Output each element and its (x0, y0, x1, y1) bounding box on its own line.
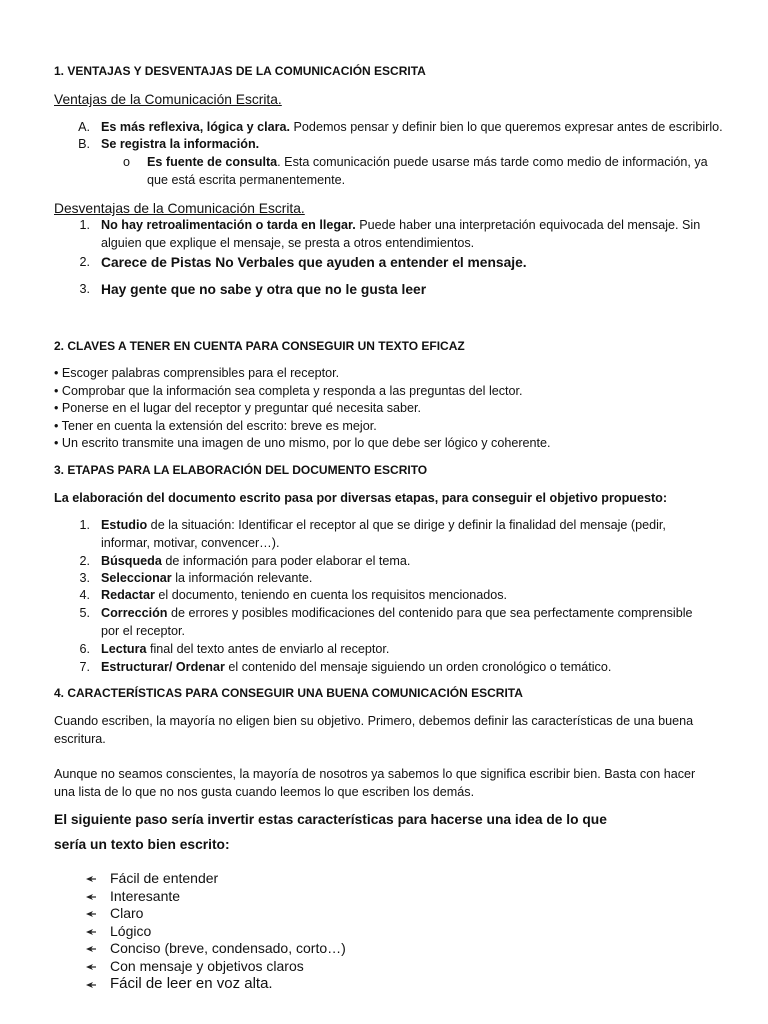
desventaja-item-2: Carece de Pistas No Verbales que ayuden a entender el mensaje. (101, 255, 527, 270)
step-item (101, 660, 611, 675)
step-marker: 1. (79, 518, 90, 532)
lead-line2: sería un texto bien escrito: (54, 837, 230, 852)
arrow-bullet-icon (85, 979, 97, 991)
step-bold: Estudio (101, 518, 148, 532)
step-item (101, 571, 312, 586)
desventaja-item-1-line2: alguien que explique el mensaje, se presta a otros entendimientos. (101, 236, 475, 250)
step-text: el documento, teniendo en cuenta los requisitos mencionados. (154, 588, 508, 602)
step-item (101, 606, 693, 621)
desventajas-title: Desventajas de la Comunicación Escrita. (54, 201, 305, 216)
bullet-item: • Escoger palabras comprensibles para el receptor. (54, 366, 340, 380)
bullet-item: • Ponerse en el lugar del receptor y preguntar qué necesita saber. (54, 401, 422, 415)
step-text: la información relevante. (171, 571, 313, 585)
step-text: de información para poder elaborar el tema. (161, 554, 411, 568)
bullet-item: • Tener en cuenta la extensión del escrito: breve es mejor. (54, 419, 377, 433)
desventaja-item-3: Hay gente que no sabe y otra que no le gusta leer (101, 282, 427, 297)
feature-item: Fácil de leer en voz alta. (110, 975, 273, 992)
desventaja-item-1 (101, 218, 700, 233)
sub-item-marker: o (123, 155, 131, 169)
section3-heading: 3. ETAPAS PARA LA ELABORACIÓN DEL DOCUMENTO ESCRITO (54, 463, 428, 477)
step-item (101, 518, 666, 533)
ventaja-a-bold: Es más reflexiva, lógica y clara. (101, 120, 291, 134)
para2-line1: Aunque no seamos conscientes, la mayoría de nosotros ya sabemos lo que significa escribir bien. Basta con hacer (54, 767, 696, 781)
step-bold: Búsqueda (101, 554, 162, 568)
ventaja-marker-a: A. (78, 120, 90, 134)
ventaja-item-b (101, 137, 259, 152)
step-marker: 3. (79, 571, 90, 585)
step-item (101, 588, 507, 603)
arrow-bullet-icon (85, 961, 97, 973)
ventaja-a-text: Podemos pensar y definir bien lo que queremos expresar antes de escribirlo. (290, 120, 723, 134)
desventaja-1-text: Puede haber una interpretación equivocada del mensaje. Sin (355, 218, 701, 232)
arrow-bullet-icon (85, 891, 97, 903)
arrow-bullet-icon (85, 908, 97, 920)
step-text: el contenido del mensaje siguiendo un orden cronológico o temático. (224, 660, 612, 674)
step-marker: 5. (79, 606, 90, 620)
step-bold: Corrección (101, 606, 168, 620)
ventaja-b-bold: Se registra la información. (101, 137, 260, 151)
desventaja-marker-3: 3. (79, 282, 90, 296)
desventaja-1-bold: No hay retroalimentación o tarda en llegar. (101, 218, 356, 232)
para2-line2: una lista de lo que no nos gusta cuando leemos lo que escriben los demás. (54, 785, 475, 799)
step-text: de errores y posibles modificaciones del contenido para que sea perfectamente comprensible (167, 606, 693, 620)
step-text: de la situación: Identificar el receptor al que se dirige y definir la finalidad del mensaje (pedir, (147, 518, 666, 532)
step-marker: 7. (79, 660, 90, 674)
desventaja-marker-2: 2. (79, 255, 90, 269)
section4-heading: 4. CARACTERÍSTICAS PARA CONSEGUIR UNA BUENA COMUNICACIÓN ESCRITA (54, 686, 523, 700)
step-bold: Lectura (101, 642, 147, 656)
step-item-line2: informar, motivar, convencer…). (101, 536, 280, 550)
bullet-item: • Un escrito transmite una imagen de uno mismo, por lo que debe ser lógico y coherente. (54, 436, 551, 450)
bullet-item: • Comprobar que la información sea completa y responda a las preguntas del lector. (54, 384, 523, 398)
feature-item: Interesante (110, 888, 181, 904)
sub-item-text: . Esta comunicación puede usarse más tarde como medio de información, ya (277, 155, 708, 169)
feature-item: Conciso (breve, condensado, corto…) (110, 940, 346, 956)
step-item (101, 554, 410, 569)
step-item (101, 642, 389, 657)
step-bold: Seleccionar (101, 571, 172, 585)
step-bold: Estructurar/ Ordenar (101, 660, 225, 674)
section1-heading: 1. VENTAJAS Y DESVENTAJAS DE LA COMUNICACIÓN ESCRITA (54, 64, 426, 78)
ventajas-title: Ventajas de la Comunicación Escrita. (54, 92, 282, 107)
step-marker: 6. (79, 642, 90, 656)
arrow-bullet-icon (85, 926, 97, 938)
sub-item-bold: Es fuente de consulta (147, 155, 278, 169)
step-item-line2: por el receptor. (101, 624, 186, 638)
step-text: final del texto antes de enviarlo al receptor. (146, 642, 390, 656)
ventaja-marker-b: B. (78, 137, 90, 151)
ventaja-item-a (101, 120, 723, 135)
step-bold: Redactar (101, 588, 155, 602)
arrow-bullet-icon (85, 943, 97, 955)
feature-item: Lógico (110, 923, 152, 939)
feature-item: Fácil de entender (110, 870, 219, 886)
arrow-bullet-icon (85, 873, 97, 885)
feature-item: Claro (110, 905, 144, 921)
para1-line1: Cuando escriben, la mayoría no eligen bien su objetivo. Primero, debemos definir las características de una buena (54, 714, 694, 728)
para1-line2: escritura. (54, 732, 106, 746)
sub-item-line1 (147, 155, 708, 170)
lead-line1: El siguiente paso sería invertir estas características para hacerse una idea de lo que (54, 812, 607, 827)
section3-intro: La elaboración del documento escrito pasa por diversas etapas, para conseguir el objetivo propuesto: (54, 491, 668, 505)
desventaja-marker-1: 1. (79, 218, 90, 232)
step-marker: 2. (79, 554, 90, 568)
sub-item-line2: que está escrita permanentemente. (147, 173, 346, 187)
step-marker: 4. (79, 588, 90, 602)
feature-item: Con mensaje y objetivos claros (110, 958, 304, 974)
section2-heading: 2. CLAVES A TENER EN CUENTA PARA CONSEGUIR UN TEXTO EFICAZ (54, 339, 465, 353)
